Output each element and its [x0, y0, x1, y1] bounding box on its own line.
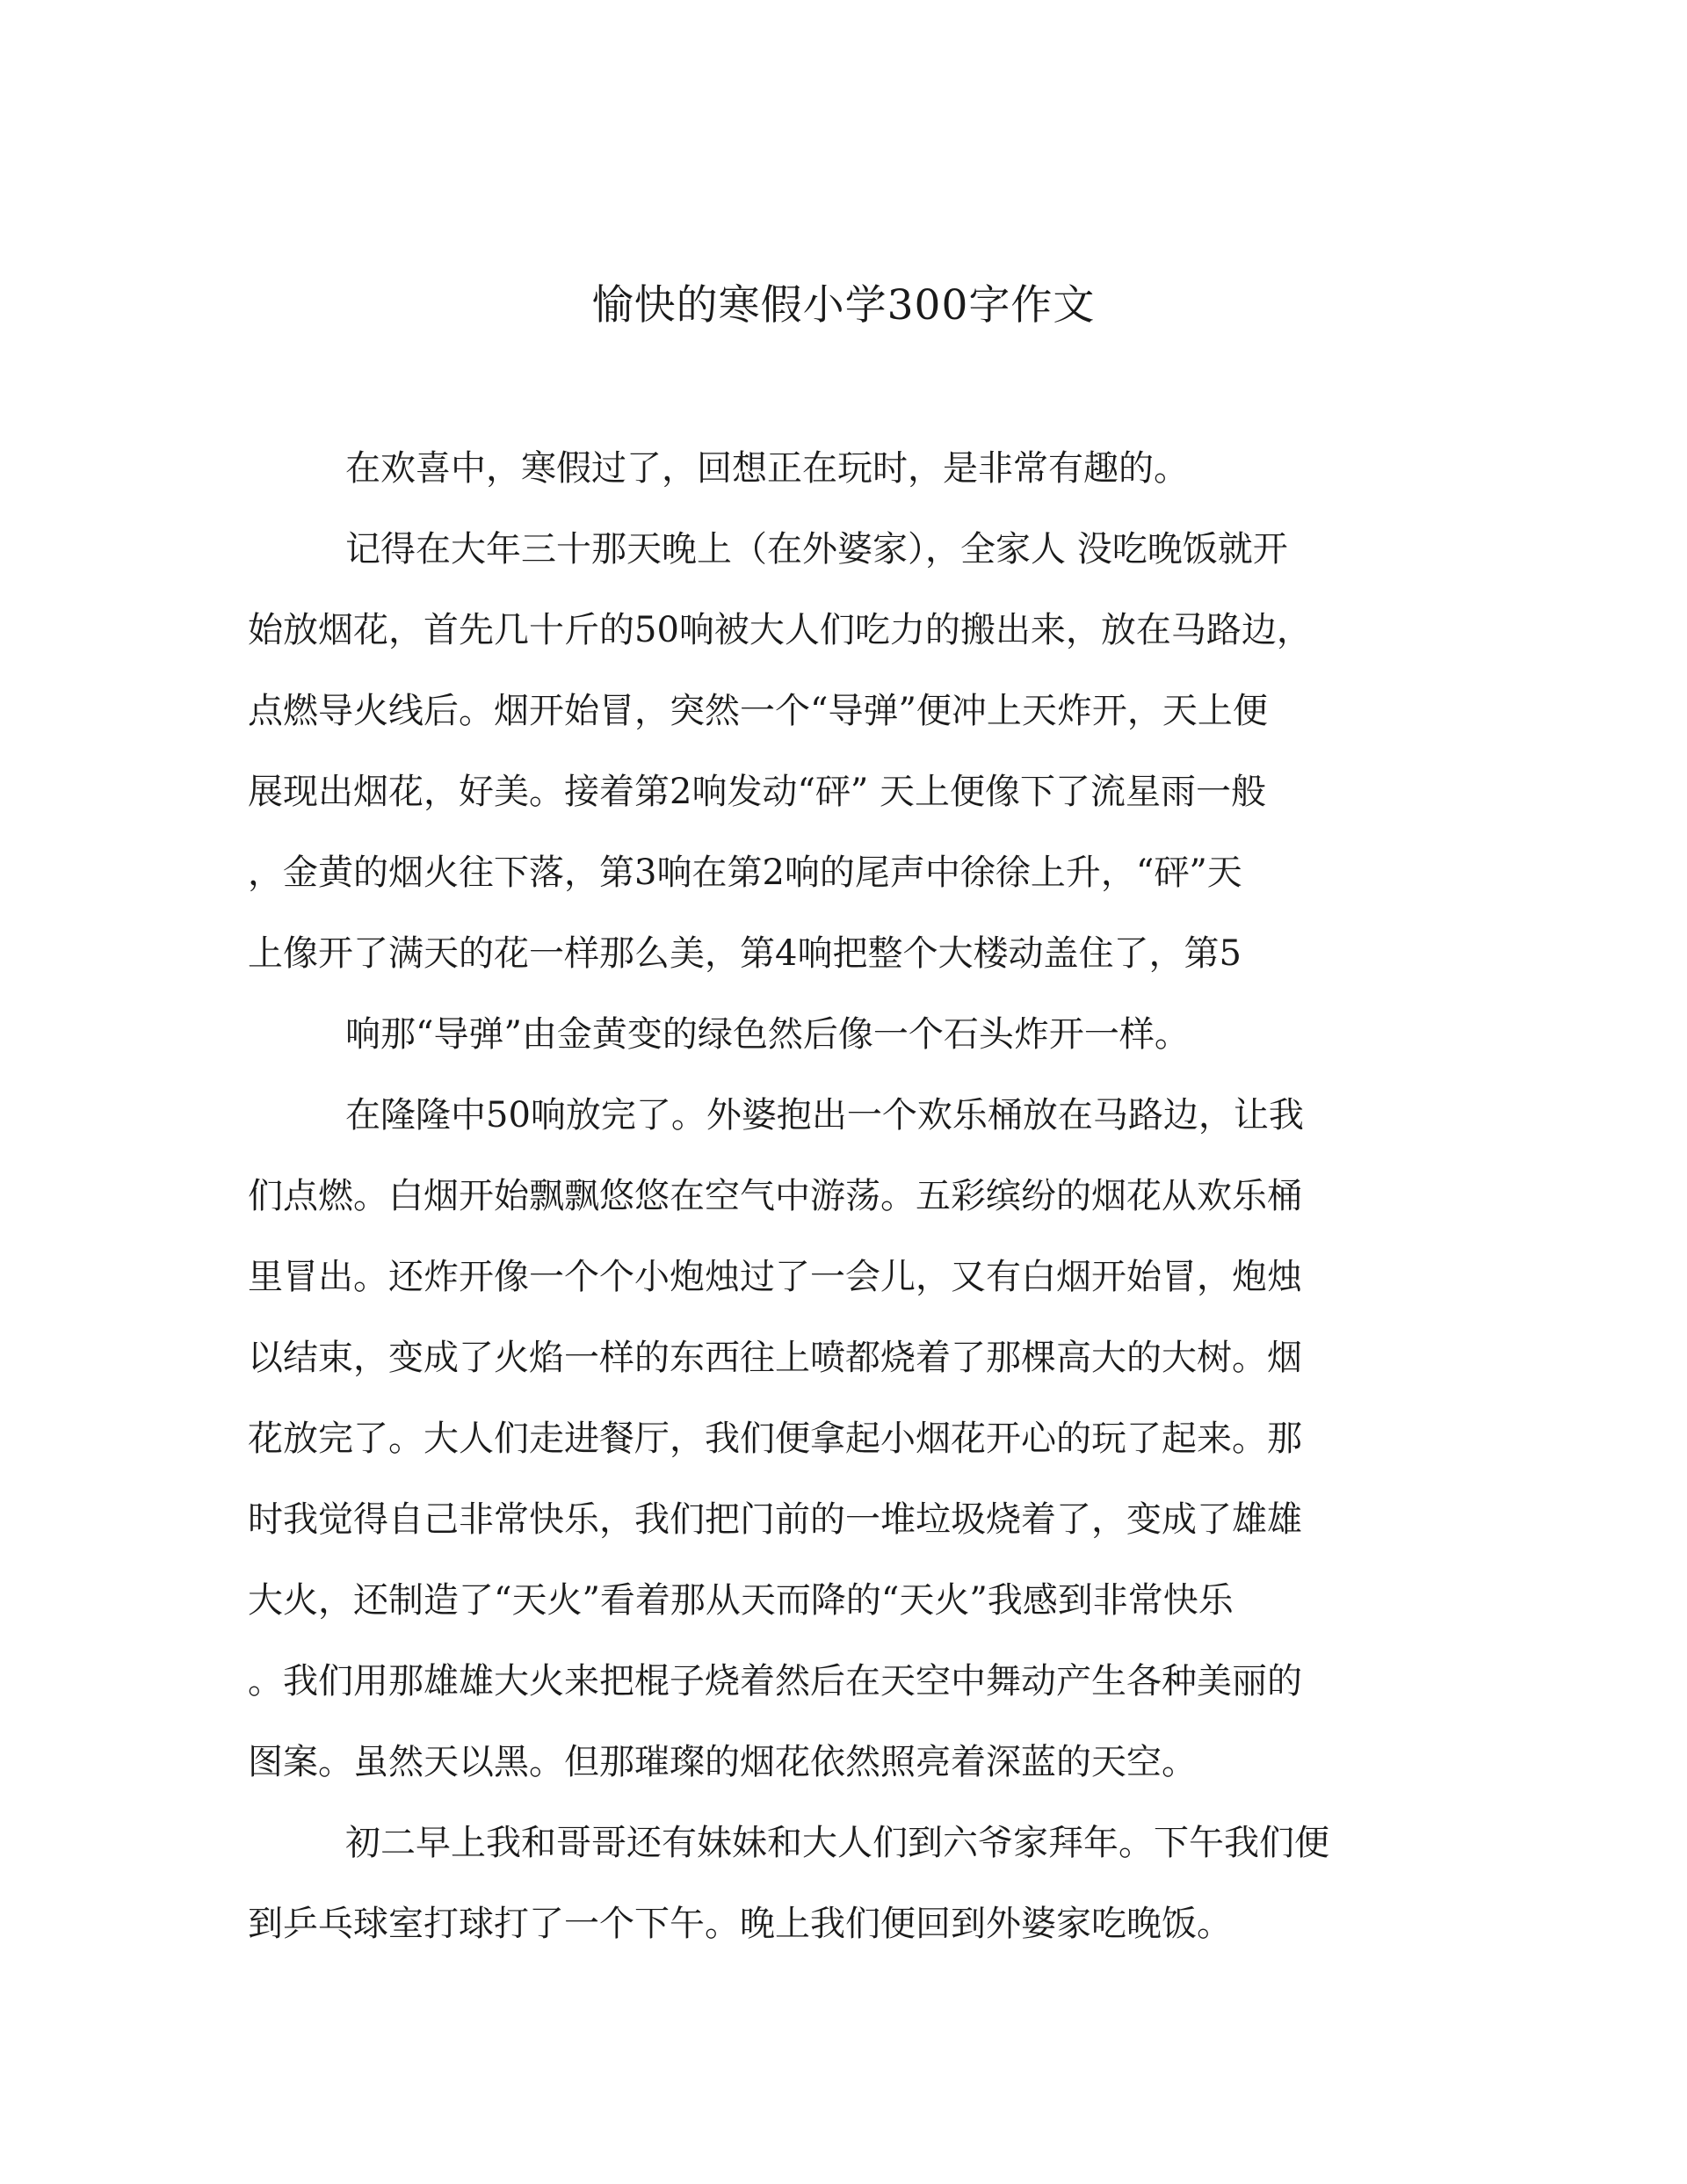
text-line-17: 图案。虽然天以黑。但那璀璨的烟花依然照亮着深蓝的天空。 [248, 1742, 1197, 1782]
text-line-3: 始放烟花，首先几十斤的50响被大人们吃力的搬出来，放在马路边， [248, 610, 1312, 650]
text-line-12: 以结束，变成了火焰一样的东西往上喷都烧着了那棵高大的大树。烟 [248, 1338, 1302, 1378]
text-line-7: 上像开了满天的花一样那么美，第4响把整个大楼动盖住了，第5 [248, 933, 1242, 974]
text-line-6: ，金黄的烟火往下落，第3响在第2响的尾声中徐徐上升，“砰”天 [248, 853, 1242, 893]
text-line-19: 到乒乓球室打球打了一个下午。晚上我们便回到外婆家吃晚饭。 [248, 1904, 1232, 1944]
text-line-14: 时我觉得自己非常快乐，我们把门前的一堆垃圾烧着了，变成了雄雄 [248, 1499, 1302, 1540]
document-title: 愉快的寒假小学300字作文 [591, 281, 1096, 330]
text-line-9: 在隆隆中50响放完了。外婆抱出一个欢乐桶放在马路边，让我 [345, 1095, 1304, 1136]
text-line-13: 花放完了。大人们走进餐厅，我们便拿起小烟花开心的玩了起来。那 [248, 1419, 1302, 1459]
text-line-16: 。我们用那雄雄大火来把棍子烧着然后在天空中舞动产生各种美丽的 [248, 1661, 1302, 1701]
text-line-4: 点燃导火线后。烟开始冒，突然一个“导弹”便冲上天炸开，天上便 [248, 691, 1268, 731]
text-line-10: 们点燃。白烟开始飘飘悠悠在空气中游荡。五彩缤纷的烟花从欢乐桶 [248, 1176, 1302, 1216]
text-line-18: 初二早上我和哥哥还有妹妹和大人们到六爷家拜年。下午我们便 [345, 1823, 1329, 1863]
text-line-15: 大火，还制造了“天火”看着那从天而降的“天火”我感到非常快乐 [248, 1580, 1234, 1621]
text-line-8: 响那“导弹”由金黄变的绿色然后像一个石头炸开一样。 [345, 1014, 1190, 1055]
text-line-11: 里冒出。还炸开像一个个小炮烛过了一会儿，又有白烟开始冒，炮烛 [248, 1257, 1302, 1297]
text-line-1: 在欢喜中，寒假过了，回想正在玩时，是非常有趣的。 [345, 448, 1189, 489]
text-line-2: 记得在大年三十那天晚上（在外婆家），全家人 没吃晚饭就开 [345, 529, 1288, 570]
text-line-5: 展现出烟花，好美。接着第2响发动“砰” 天上便像下了流星雨一般 [248, 772, 1267, 812]
